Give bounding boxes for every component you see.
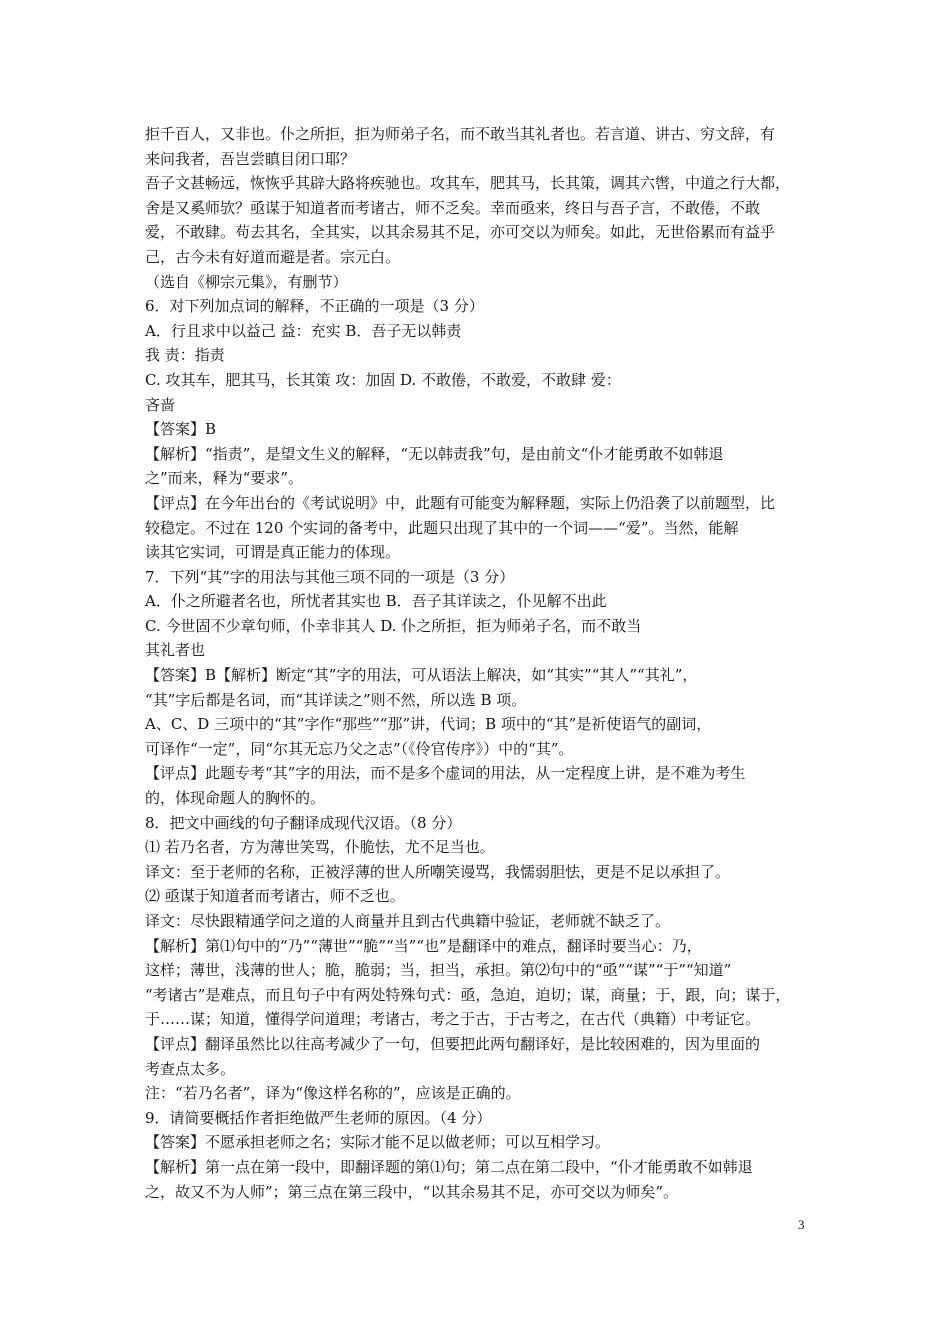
text-line: ⑴ 若乃名者，方为薄世笑骂，仆脆怯，尤不足当也。 [145, 838, 495, 857]
text-line: 8．把文中画线的句子翻译成现代汉语。（8 分） [145, 813, 462, 832]
text-line: 这样；薄世，浅薄的世人；脆，脆弱；当，担当，承担。第⑵句中的“亟”“谋”“于”“知道” [145, 961, 732, 980]
text-line: 可译作“一定”，同“尔其无忘乃父之志”（《伶官传序》）中的“其”。 [145, 739, 574, 758]
text-line: “其”字后都是名词，而“其详读之”则不然，所以选 B 项。 [145, 690, 527, 709]
text-line: 译文：至于老师的名称，正被浮薄的世人所嘲笑谩骂，我懦弱胆怯，更是不足以承担了。 [145, 862, 731, 881]
text-line: 之，故又不为人师”；第三点在第三段中，“以其余易其不足，亦可交以为师矣”。 [145, 1182, 679, 1201]
text-line: 吾子文甚畅远，恢恢乎其辟大路将疾驰也。攻其车，肥其马，长其策，调其六辔，中道之行大都， [145, 174, 791, 193]
text-line: 7．下列“其”字的用法与其他三项不同的一项是（3 分） [145, 567, 515, 586]
text-line: 【答案】B [145, 420, 217, 439]
text-line: A．行且求中以益己 益：充实 B．吾子无以韩责 [145, 321, 462, 340]
document-body [145, 122, 813, 1204]
text-line: 读其它实词，可谓是真正能力的体现。 [145, 543, 401, 562]
text-line: 吝啬 [145, 395, 176, 414]
page-number: 3 [798, 1217, 805, 1232]
text-line: 【答案】B【解析】断定“其”字的用法，可从语法上解决，如“其实”“其人”“其礼”， [145, 666, 698, 685]
text-line: 【解析】“指责”，是望文生义的解释，“无以韩责我”句，是由前文“仆才能勇敢不如韩退 [145, 444, 724, 463]
text-line: 注：“若乃名者”，译为“像这样名称的”，应该是正确的。 [145, 1084, 521, 1103]
text-line: 【解析】第⑴句中的“乃”“薄世”“脆”“当”“也”是翻译中的难点，翻译时要当心：乃， [145, 936, 702, 955]
text-line: 6．对下列加点词的解释，不正确的一项是（3 分） [145, 297, 484, 316]
text-line: 爱，不敢肆。苟去其名，全其实，以其余易其不足，亦可交以为师矣。如此，无世俗累而有益乎 [145, 223, 776, 242]
text-line: 己，古今未有好道而避是者。宗元白。 [145, 247, 401, 266]
text-line: （选自《柳宗元集》，有删节） [145, 272, 348, 291]
text-line: ⑵ 亟谋于知道者而考诸古，师不乏也。 [145, 887, 405, 906]
text-line: C. 今世固不少章句师，仆幸非其人 D. 仆之所拒，拒为师弟子名，而不敢当 [145, 616, 642, 635]
text-line: 拒千百人，又非也。仆之所拒，拒为师弟子名，而不敢当其礼者也。若言道、讲古、穷文辞，有 [145, 125, 776, 143]
text-line: 舍是又奚师欤？亟谋于知道者而考诸古，师不乏矣。幸而亟来，终日与吾子言，不敢倦，不敢 [145, 198, 761, 217]
text-line: C. 攻其车，肥其马，长其策 攻：加固 D. 不敢倦，不敢爱，不敢肆 爱： [145, 370, 621, 389]
text-line: 较稳定。不过在 120 个实词的备考中，此题只出现了其中的一个词——“爱”。当然，能解 [145, 518, 739, 537]
text-line: 之”而来，释为“要求”。 [145, 469, 304, 488]
text-line: A、C、D 三项中的“其”字作“那些”“那”讲，代词；B 项中的“其”是祈使语气的副词， [145, 715, 712, 734]
text-line: 考查点太多。 [145, 1059, 236, 1078]
text-line: 来问我者，吾岂尝瞋目闭口耶？ [145, 149, 356, 168]
text-line: 9．请简要概括作者拒绝做严生老师的原因。（4 分） [145, 1108, 492, 1127]
text-line: 【评点】翻译虽然比以往高考减少了一句，但要把此两句翻译好，是比较困难的，因为里面的 [145, 1034, 761, 1053]
text-line: 【评点】此题专考“其”字的用法，而不是多个虚词的用法，从一定程度上讲，是不难为考生 [145, 764, 746, 783]
text-line: 其礼者也 [145, 641, 206, 660]
text-line: “考诸古”是难点，而且句子中有两处特殊句式：亟，急迫，迫切；谋，商量；于，跟，向；谋于， [145, 985, 791, 1004]
text-line: 【答案】不愿承担老师之名；实际才能不足以做老师；可以互相学习。 [145, 1133, 611, 1152]
text-line: 于……谋；知道，懂得学问道理；考诸古，考之于古，于古考之，在古代（典籍）中考证它。 [145, 1010, 761, 1029]
text-line: 译文：尽快跟精通学问之道的人商量并且到古代典籍中验证，老师就不缺乏了。 [145, 912, 671, 930]
text-line: A．仆之所避者名也，所忧者其实也 B．吾子其详读之，仆见解不出此 [145, 592, 607, 611]
text-line: 的，体现命题人的胸怀的。 [145, 789, 326, 808]
text-line: 【评点】在今年出台的《考试说明》中，此题有可能变为解释题，实际上仍沿袭了以前题型，比 [145, 493, 776, 512]
text-line: 我 责：指责 [145, 346, 225, 365]
text-line: 【解析】第一点在第一段中，即翻译题的第⑴句；第二点在第二段中，“仆才能勇敢不如韩退 [145, 1157, 753, 1176]
